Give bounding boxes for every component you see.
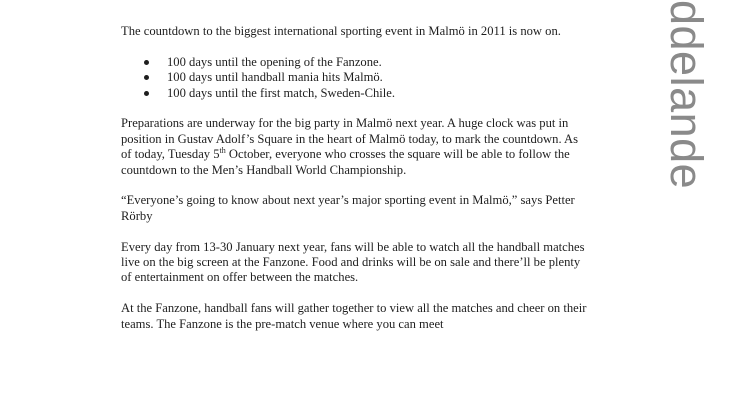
- side-label: [659, 0, 719, 260]
- list-item: [144, 86, 591, 101]
- fanzone-paragraph: At the Fanzone, handball fans will gather together to view all the matches and cheer on their teams. The Fanzone is the pre-match venue where you can meet: [121, 301, 587, 331]
- everyday-paragraph: Every day from 13-30 January next year, fans will be able to watch all the handball matches live on the big screen at the Fanzone. Food and drinks will be on sale and there’ll be plenty of entertainment on offer between the matches.: [121, 239, 585, 285]
- intro-paragraph: The countdown to the biggest international sporting event in Malmö in 2011 is now on.: [121, 24, 561, 38]
- ordinal-suffix: th: [219, 146, 226, 156]
- countdown-list: [121, 55, 591, 101]
- preparations-text-continued: October, everyone who crosses the square will be able to follow the countdown to the Men’s Handball World Championship.: [121, 147, 570, 177]
- list-item-text: 100 days until the first match, Sweden-Chile.: [167, 85, 396, 100]
- bullet-icon: [144, 60, 149, 65]
- list-item: [144, 70, 591, 85]
- list-item-text: 100 days until handball mania hits Malmö.: [167, 70, 383, 85]
- preparations-text: Preparations are underway for the big party in Malmö next year. A huge clock was put in position in Gustav Adolf’s Square in the heart of Malmö today, to mark the countdown. As of today, Tuesday 5: [121, 116, 579, 162]
- bullet-icon: [144, 75, 149, 80]
- side-label-text: ddelande: [661, 0, 712, 190]
- quote-paragraph: “Everyone’s going to know about next year’s major sporting event in Malmö,” says Petter Rörby: [121, 193, 575, 223]
- bullet-icon: [144, 91, 149, 96]
- press-release-body: [121, 24, 591, 347]
- preparations-paragraph: [121, 116, 591, 178]
- list-item: [144, 55, 591, 70]
- list-item-text: 100 days until the opening of the Fanzone.: [167, 54, 382, 69]
